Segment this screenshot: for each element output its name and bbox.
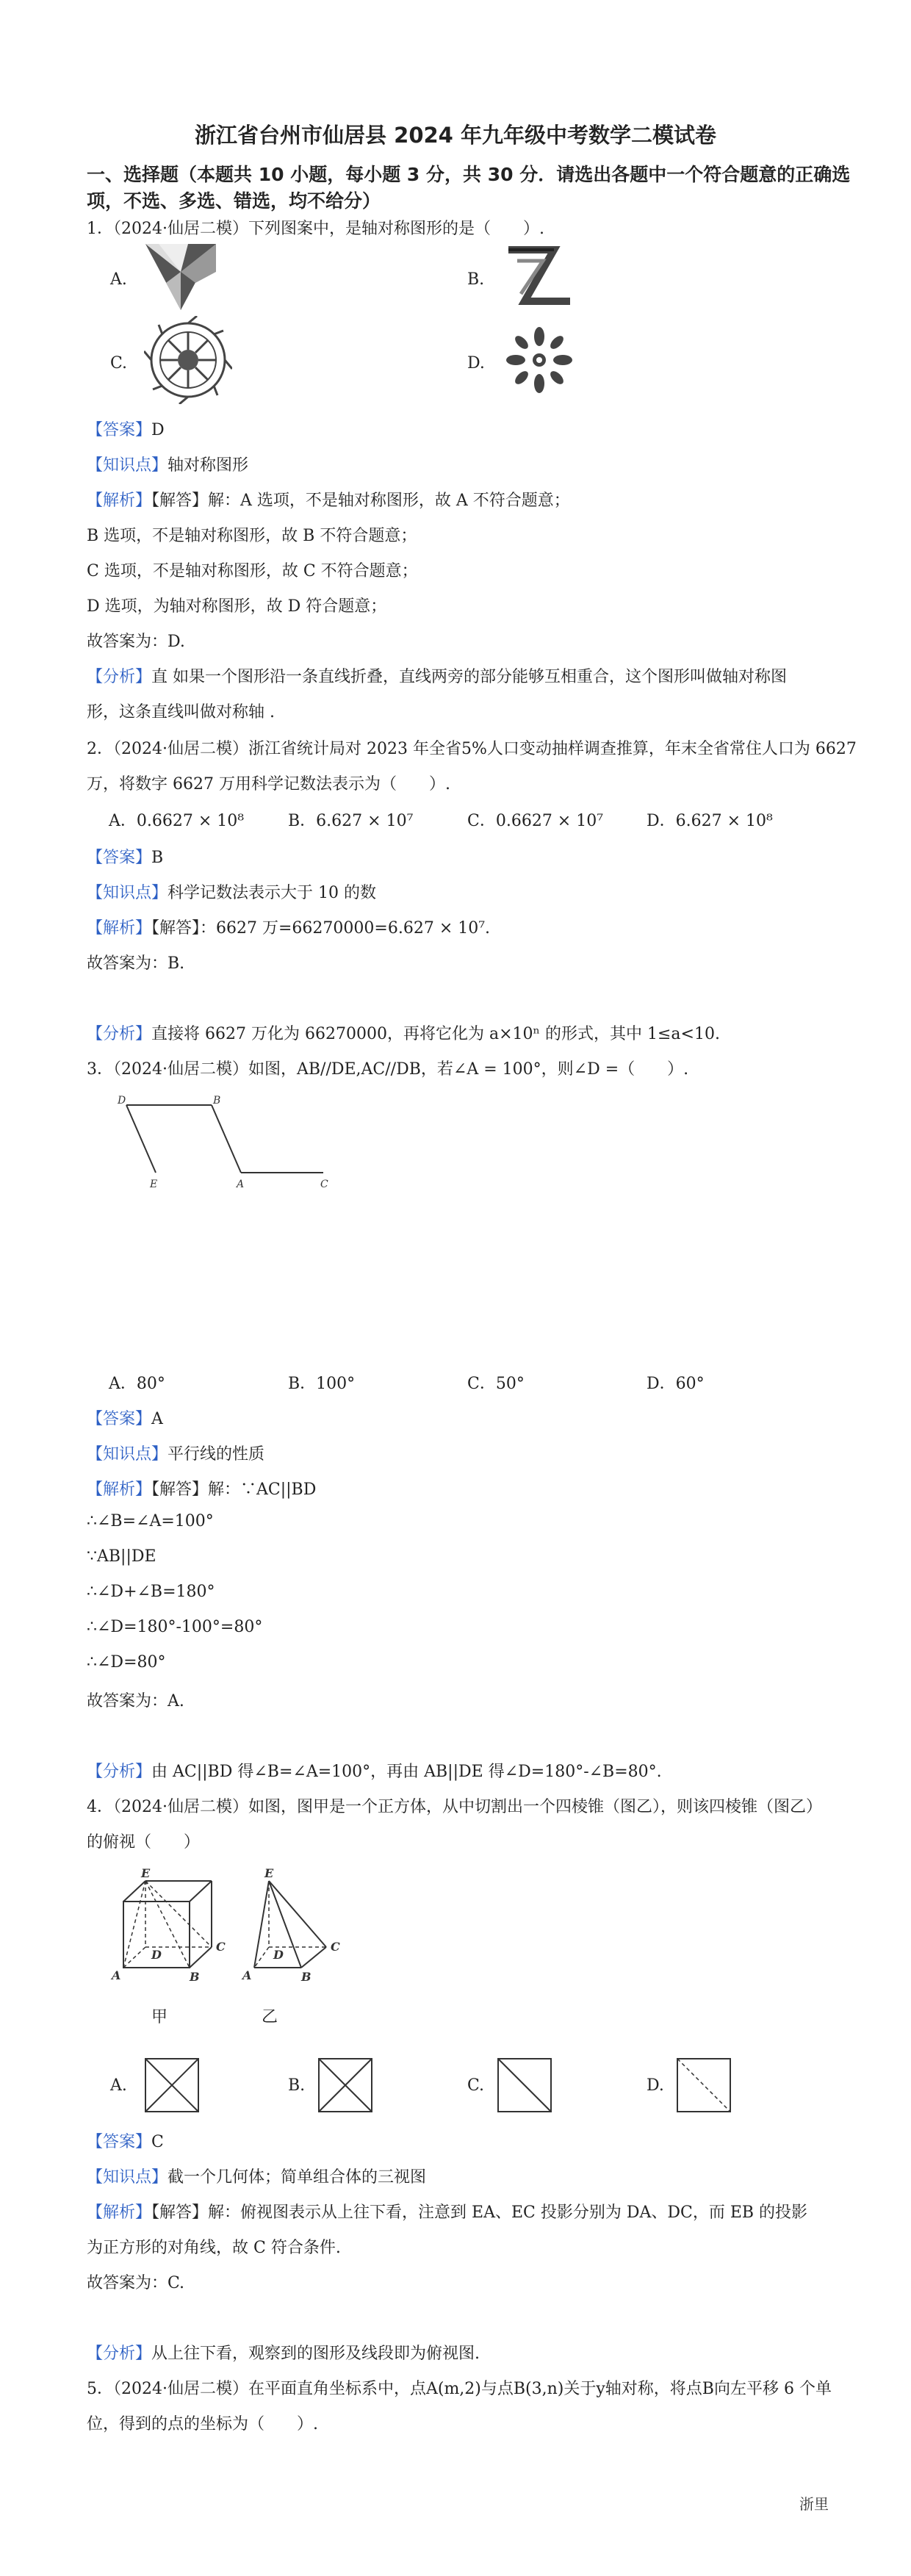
q3-label-d: D [118, 1095, 126, 1107]
q1-summary-2: 形，这条直线叫做对称轴 . [87, 703, 275, 722]
q4-pyramid-figure-yi [240, 1866, 357, 1998]
q4-stem-1: 4．（2024·仙居二模）如图，图甲是一个正方体，从中切割出一个四棱锥（图乙），则该四棱锥（图乙） [87, 1798, 822, 1816]
q2-knowledge: 【知识点】科学记数法表示大于 10 的数 [87, 884, 376, 902]
q4-option-d-label: D. [647, 2076, 664, 2095]
q4-yi-label-e: E [264, 1866, 274, 1880]
q4-summary: 【分析】从上往下看，观察到的图形及线段即为俯视图. [87, 2345, 480, 2363]
q2-summary: 【分析】直接将 6627 万化为 66270000，再将它化为 a×10ⁿ 的形式，其中 1≤a<10. [87, 1025, 720, 1043]
q2-answer: 【答案】B [87, 849, 164, 867]
q4-cube-figure-jia [109, 1866, 256, 1998]
q4-option-b-label: B. [288, 2076, 306, 2095]
q1-figure-a-triangle-logo [144, 242, 217, 316]
q3-answer: 【答案】A [87, 1410, 163, 1428]
q2-option-b: B．6.627 × 10⁷ [288, 812, 414, 830]
q3-option-a: A．80° [109, 1375, 165, 1393]
q4-knowledge: 【知识点】截一个几何体；简单组合体的三视图 [87, 2168, 427, 2187]
q4-yi-label-c: C [331, 1940, 340, 1954]
q1-knowledge: 【知识点】轴对称图形 [87, 456, 249, 475]
q4-option-d-square-dashed-diagonal [676, 2057, 732, 2113]
q1-option-c-label: C. [110, 354, 128, 373]
q3-knowledge: 【知识点】平行线的性质 [87, 1445, 265, 1464]
q3-label-c: C [320, 1179, 328, 1190]
q4-option-b-square-x-diagonal [317, 2057, 373, 2113]
section-heading-line1: 一、选择题（本题共 10 小题，每小题 3 分，共 30 分．请选出各题中一个符合题意的正确选 [87, 164, 851, 185]
q4-option-c-square-single-diagonal [497, 2057, 552, 2113]
q4-answer: 【答案】C [87, 2133, 164, 2151]
q2-conclusion: 故答案为：B. [87, 954, 185, 973]
q5-stem-2: 位，得到的点的坐标为（ ）. [87, 2415, 318, 2433]
q4-caption-jia: 甲 [151, 2008, 168, 2026]
q1-solution-1: 【解析】【解答】解：A 选项，不是轴对称图形，故 A 不符合题意； [87, 492, 570, 510]
q3-solution-6: ∴∠D=80° [87, 1653, 166, 1672]
q3-label-e: E [150, 1179, 158, 1190]
q4-option-a-square-x-diagonal [144, 2057, 200, 2113]
q3-solution-4: ∴∠D+∠B=180° [87, 1583, 215, 1601]
q4-jia-label-a: A [112, 1968, 121, 1982]
q1-solution-2: B 选项，不是轴对称图形，故 B 不符合题意； [87, 527, 417, 545]
q3-solution-1: 【解析】【解答】解：∵AC||BD [87, 1481, 317, 1499]
q4-jia-label-b: B [190, 1970, 200, 1984]
q2-solution: 【解析】【解答】：6627 万=66270000=6.627 × 10⁷. [87, 919, 491, 938]
q4-solution-2: 为正方形的对角线，故 C 符合条件. [87, 2239, 341, 2257]
q3-option-d: D．60° [647, 1375, 705, 1393]
q2-option-d: D．6.627 × 10⁸ [647, 812, 773, 830]
page-title: 浙江省台州市仙居县 2024 年九年级中考数学二模试卷 [195, 123, 716, 148]
page-footer: 浙里 [799, 2495, 829, 2513]
q2-stem-2: 万，将数字 6627 万用科学记数法表示为（ ）. [87, 775, 450, 794]
q1-solution-4: D 选项，为轴对称图形，故 D 符合题意； [87, 597, 387, 616]
q1-solution-5: 故答案为：D. [87, 633, 185, 651]
q4-conclusion: 故答案为：C. [87, 2274, 185, 2292]
q1-figure-b-zigzag-logo [503, 242, 576, 309]
q3-parallel-lines-figure [110, 1092, 345, 1195]
q1-figure-c-gear-pattern [144, 316, 232, 404]
q3-solution-3: ∵AB||DE [87, 1547, 156, 1566]
section-heading-line2: 项，不选、多选、错选，均不给分） [87, 190, 381, 212]
q1-stem: 1．（2024·仙居二模）下列图案中，是轴对称图形的是（ ）. [87, 220, 544, 238]
q4-option-c-label: C. [467, 2076, 485, 2095]
q3-solution-5: ∴∠D=180°-100°=80° [87, 1618, 263, 1636]
q4-option-a-label: A. [110, 2076, 127, 2095]
q3-label-b: B [213, 1095, 221, 1107]
q1-summary-1: 【分析】直 如果一个图形沿一条直线折叠，直线两旁的部分能够互相重合，这个图形叫做轴对称图 [87, 668, 788, 686]
q3-option-c: C．50° [467, 1375, 525, 1393]
q4-caption-yi: 乙 [262, 2008, 278, 2026]
q4-yi-label-b: B [301, 1970, 312, 1984]
q1-answer: 【答案】D [87, 421, 165, 439]
q4-jia-label-c: C [216, 1940, 226, 1954]
q1-option-b-label: B. [467, 270, 485, 289]
q4-solution-1: 【解析】【解答】解：俯视图表示从上往下看，注意到 EA、EC 投影分别为 DA、DC，而 EB 的投影 [87, 2203, 808, 2222]
q2-stem-1: 2．（2024·仙居二模）浙江省统计局对 2023 年全省5%人口变动抽样调查推算，年末全省常住人口为 6627 [87, 740, 857, 758]
q2-option-a: A．0.6627 × 10⁸ [109, 812, 245, 830]
q3-summary: 【分析】由 AC||BD 得∠B=∠A=100°，再由 AB||DE 得∠D=180°-∠B=80°. [87, 1763, 662, 1781]
q1-solution-3: C 选项，不是轴对称图形，故 C 不符合题意； [87, 562, 418, 580]
q3-label-a: A [237, 1179, 245, 1190]
q4-yi-label-d: D [273, 1948, 284, 1962]
q5-stem-1: 5．（2024·仙居二模）在平面直角坐标系中，点A(m,2)与点B(3,n)关于y轴对称，将点B向左平移 6 个单 [87, 2380, 832, 2398]
q3-option-b: B．100° [288, 1375, 356, 1393]
q3-stem: 3．（2024·仙居二模）如图，AB//DE,AC//DB，若∠A = 100°，则∠D =（ ）. [87, 1060, 689, 1079]
q3-solution-2: ∴∠B=∠A=100° [87, 1512, 214, 1530]
q4-jia-label-e: E [141, 1866, 151, 1880]
q1-option-a-label: A. [110, 270, 127, 289]
q2-option-c: C．0.6627 × 10⁷ [467, 812, 604, 830]
q4-yi-label-a: A [242, 1968, 252, 1982]
q4-stem-2: 的俯视（ ） [87, 1833, 201, 1852]
q1-figure-d-flower-pattern [503, 323, 576, 397]
q3-conclusion: 故答案为：A. [87, 1692, 184, 1710]
q4-jia-label-d: D [151, 1948, 162, 1962]
q1-option-d-label: D. [467, 354, 485, 373]
